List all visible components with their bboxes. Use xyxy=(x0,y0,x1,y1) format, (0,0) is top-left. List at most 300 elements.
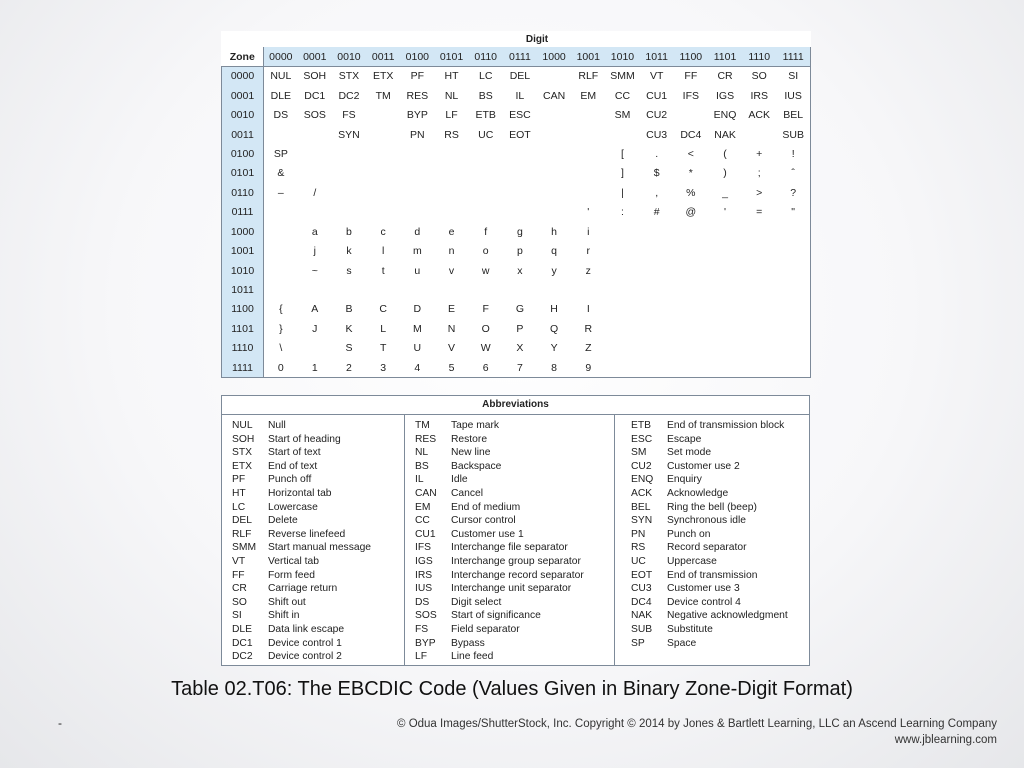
code-cell: DLE xyxy=(270,89,292,102)
digit-header-cell: 0010 xyxy=(332,47,366,67)
code-cell xyxy=(708,319,742,338)
code-cell xyxy=(776,261,810,280)
code-cell xyxy=(537,183,571,202)
code-cell: CR xyxy=(717,70,733,83)
abbreviation-description: End of text xyxy=(268,460,318,472)
code-cell xyxy=(742,241,776,260)
code-cell: BEL xyxy=(776,105,810,124)
abbreviation-description: Lowercase xyxy=(268,501,318,513)
code-cell: P xyxy=(516,322,524,335)
code-cell: ! xyxy=(776,144,810,163)
abbreviation-code: ETB xyxy=(631,420,652,431)
code-cell: x xyxy=(517,264,523,277)
table-row xyxy=(222,125,811,144)
table-row xyxy=(222,339,811,358)
code-cell xyxy=(776,339,810,358)
code-cell: SP xyxy=(273,147,288,160)
abbreviation-description: Backspace xyxy=(451,460,502,472)
code-cell: ( xyxy=(723,147,727,160)
abbreviation-row xyxy=(415,650,614,664)
code-cell xyxy=(298,339,332,358)
code-cell xyxy=(332,183,366,202)
ebcdic-table-body xyxy=(222,67,811,378)
code-cell: D xyxy=(413,303,422,316)
code-cell: n xyxy=(448,245,455,258)
code-cell xyxy=(674,241,708,260)
abbreviation-description: Customer use 2 xyxy=(667,460,740,472)
code-cell: ) xyxy=(723,167,727,180)
code-cell: ETX xyxy=(372,70,394,83)
slide-dash: - xyxy=(58,716,62,730)
abbreviation-code: RLF xyxy=(232,528,252,540)
zone-header-cell: 1010 xyxy=(222,261,264,280)
code-cell xyxy=(742,319,776,338)
code-cell xyxy=(400,164,434,183)
code-cell: \ xyxy=(279,342,283,355)
abbreviation-row xyxy=(631,473,809,487)
abbreviation-code: NAK xyxy=(631,610,653,622)
code-cell: FF xyxy=(684,70,698,83)
code-cell: CC xyxy=(614,89,631,102)
code-cell xyxy=(776,222,810,241)
abbreviation-code: HT xyxy=(232,487,246,499)
table-row xyxy=(222,164,811,183)
abbreviation-description: Set mode xyxy=(667,447,712,459)
code-cell xyxy=(366,164,400,183)
code-cell: N xyxy=(447,322,456,335)
abbreviation-description: Escape xyxy=(667,433,702,445)
code-cell: L xyxy=(380,322,387,335)
abbreviation-code: CU1 xyxy=(415,528,436,540)
abbreviation-row xyxy=(631,623,809,637)
abbreviation-row xyxy=(631,514,809,528)
code-cell: w xyxy=(481,264,490,277)
abbreviation-description: Carriage return xyxy=(268,583,338,595)
abbreviation-description: Cancel xyxy=(451,487,484,499)
abbreviation-row xyxy=(631,541,809,555)
code-cell xyxy=(605,222,639,241)
abbreviation-row xyxy=(415,501,614,515)
abbreviation-code: PN xyxy=(631,528,646,540)
code-cell: IGS xyxy=(715,89,735,102)
code-cell: SUB xyxy=(776,125,810,144)
code-cell: A xyxy=(311,303,319,316)
code-cell: RLF xyxy=(578,70,599,83)
table-row xyxy=(222,203,811,222)
abbreviation-row xyxy=(232,609,404,623)
code-cell xyxy=(742,125,776,144)
code-cell xyxy=(571,164,605,183)
code-cell xyxy=(742,280,776,299)
code-cell xyxy=(332,203,366,222)
abbreviation-code: IFS xyxy=(415,542,432,554)
code-cell xyxy=(708,280,742,299)
code-cell xyxy=(400,144,434,163)
code-cell xyxy=(708,300,742,319)
abbreviations-columns xyxy=(222,415,809,666)
abbreviation-description: Tape mark xyxy=(451,420,500,431)
code-cell: DC1 xyxy=(304,89,326,102)
code-cell xyxy=(674,280,708,299)
digit-header-cell: 1001 xyxy=(571,47,605,67)
code-cell: * xyxy=(688,167,693,180)
abbreviation-code: BS xyxy=(415,460,429,472)
code-cell xyxy=(332,164,366,183)
abbreviation-description: Start manual message xyxy=(268,542,372,554)
abbreviation-code: ACK xyxy=(631,487,653,499)
code-cell xyxy=(708,339,742,358)
abbreviation-row xyxy=(232,528,404,542)
code-cell: UC xyxy=(478,128,494,141)
code-cell: c xyxy=(380,225,386,238)
abbreviation-description: Shift in xyxy=(268,610,300,622)
table-row xyxy=(222,144,811,163)
code-cell xyxy=(400,203,434,222)
code-cell: RS xyxy=(444,128,459,141)
abbreviation-row xyxy=(415,473,614,487)
abbreviation-code: ESC xyxy=(631,433,653,445)
zone-header-cell: 1011 xyxy=(222,280,264,299)
code-cell xyxy=(298,280,332,299)
abbreviation-description: Synchronous idle xyxy=(667,515,746,527)
code-cell xyxy=(298,203,332,222)
code-cell xyxy=(366,125,400,144)
abbreviation-row xyxy=(631,582,809,596)
abbreviation-code: DC2 xyxy=(232,651,253,663)
code-cell: [ xyxy=(621,147,624,160)
digit-header-cell: 0011 xyxy=(366,47,400,67)
table-row xyxy=(222,222,811,241)
code-cell xyxy=(264,125,298,144)
table-row xyxy=(222,105,811,124)
abbreviation-row xyxy=(415,596,614,610)
copyright-text: © Odua Images/ShutterStock, Inc. Copyright © 2014 by Jones & Bartlett Learning, LLC an Ascend Learning Company xyxy=(397,718,997,730)
zone-header-cell: 0111 xyxy=(222,203,264,222)
code-cell: i xyxy=(587,225,590,238)
abbreviation-description: Digit select xyxy=(451,596,502,608)
code-cell xyxy=(537,105,571,124)
abbreviation-row xyxy=(415,528,614,542)
code-cell: SOH xyxy=(303,70,327,83)
code-cell: – xyxy=(277,186,284,199)
abbreviation-row xyxy=(631,501,809,515)
code-cell: CU2 xyxy=(646,109,668,122)
code-cell xyxy=(708,358,742,377)
digit-axis-title: Digit xyxy=(525,33,549,45)
digit-header-cell: 0110 xyxy=(469,47,503,67)
code-cell: SOS xyxy=(303,109,326,122)
code-cell: f xyxy=(484,225,488,238)
abbreviation-code: SOH xyxy=(232,433,255,445)
abbreviation-code: SP xyxy=(631,637,645,649)
abbreviation-description: Punch off xyxy=(268,474,312,486)
code-cell: # xyxy=(653,206,660,219)
code-cell xyxy=(776,300,810,319)
abbreviation-description: Device control 1 xyxy=(268,637,342,649)
code-cell: _ xyxy=(722,186,728,199)
code-cell: PF xyxy=(410,70,425,83)
code-cell: J xyxy=(312,322,318,335)
code-cell xyxy=(332,144,366,163)
code-cell xyxy=(605,319,639,338)
code-cell: 8 xyxy=(537,358,571,377)
code-cell xyxy=(366,144,400,163)
code-cell: E xyxy=(448,303,456,316)
code-cell: H xyxy=(550,303,558,316)
abbreviation-row xyxy=(631,487,809,501)
code-cell xyxy=(640,241,674,260)
abbreviation-row xyxy=(232,650,404,664)
code-cell: DC2 xyxy=(338,89,360,102)
code-cell: m xyxy=(412,245,422,258)
code-cell xyxy=(469,164,503,183)
code-cell xyxy=(776,280,810,299)
code-cell xyxy=(776,241,810,260)
zone-header-cell: 1001 xyxy=(222,241,264,260)
code-cell: % xyxy=(686,186,696,199)
abbreviations-column-1 xyxy=(222,415,405,666)
abbreviation-description: Negative acknowledgment xyxy=(667,610,788,622)
code-cell xyxy=(264,280,298,299)
code-cell: " xyxy=(776,203,810,222)
abbreviation-row xyxy=(232,569,404,583)
code-cell: SO xyxy=(751,70,767,83)
code-cell xyxy=(434,183,468,202)
code-cell: F xyxy=(482,303,489,316)
abbreviation-description: New line xyxy=(451,447,491,459)
abbreviation-description: End of medium xyxy=(451,501,521,513)
abbreviation-code: CC xyxy=(415,515,430,527)
code-cell: = xyxy=(756,206,763,219)
code-cell: R xyxy=(584,322,593,335)
abbreviation-description: Enquiry xyxy=(667,474,702,486)
code-cell: DC4 xyxy=(680,128,702,141)
code-cell: 1 xyxy=(298,358,332,377)
table-row xyxy=(222,280,811,299)
code-cell: 7 xyxy=(503,358,537,377)
code-cell xyxy=(537,203,571,222)
code-cell xyxy=(571,125,605,144)
abbreviation-code: CU3 xyxy=(631,583,652,595)
abbreviation-code: BEL xyxy=(631,501,651,513)
zone-header-cell: 1100 xyxy=(222,300,264,319)
zone-header-cell: 0101 xyxy=(222,164,264,183)
abbreviation-row xyxy=(232,555,404,569)
code-cell xyxy=(400,183,434,202)
abbreviation-row xyxy=(232,596,404,610)
abbreviation-row xyxy=(415,623,614,637)
code-cell: 4 xyxy=(400,358,434,377)
code-cell: j xyxy=(313,245,316,258)
abbreviation-code: DS xyxy=(415,596,430,608)
abbreviation-code: SI xyxy=(232,610,242,622)
code-cell: ~ xyxy=(311,264,318,277)
code-cell: 3 xyxy=(366,358,400,377)
code-cell: IRS xyxy=(750,89,768,102)
code-cell: NL xyxy=(444,89,459,102)
abbreviation-row xyxy=(631,460,809,474)
zone-header-cell: 0011 xyxy=(222,125,264,144)
abbreviation-row xyxy=(415,460,614,474)
code-cell xyxy=(469,203,503,222)
code-cell: ACK xyxy=(748,109,771,122)
abbreviation-code: VT xyxy=(232,555,246,567)
code-cell: Q xyxy=(550,322,559,335)
abbreviation-description: Punch on xyxy=(667,528,711,540)
code-cell: ; xyxy=(757,167,761,180)
code-cell: ] xyxy=(621,167,624,180)
abbreviation-code: NL xyxy=(415,447,429,459)
abbreviation-description: Vertical tab xyxy=(268,555,319,567)
abbreviation-row xyxy=(232,637,404,651)
code-cell: V xyxy=(448,342,456,355)
abbreviation-description: Ring the bell (beep) xyxy=(667,501,757,513)
code-cell: r xyxy=(586,245,591,258)
abbreviation-description: Space xyxy=(667,637,697,649)
abbreviation-row xyxy=(631,609,809,623)
abbreviation-description: Start of heading xyxy=(268,433,341,445)
abbreviation-row xyxy=(415,609,614,623)
code-cell: p xyxy=(516,245,523,258)
code-cell: ' xyxy=(587,206,590,219)
abbreviation-code: UC xyxy=(631,555,646,567)
code-cell xyxy=(537,280,571,299)
code-cell xyxy=(776,358,810,377)
code-cell xyxy=(537,164,571,183)
code-cell xyxy=(708,241,742,260)
code-cell xyxy=(742,261,776,280)
code-cell xyxy=(674,300,708,319)
code-cell xyxy=(503,144,537,163)
code-cell xyxy=(571,183,605,202)
code-cell: ESC xyxy=(509,109,531,122)
abbreviation-description: Interchange record separator xyxy=(451,569,584,581)
abbreviations-panel xyxy=(221,395,810,666)
abbreviation-code: ETX xyxy=(232,460,253,472)
zone-header-cell: 0010 xyxy=(222,105,264,124)
code-cell: o xyxy=(482,245,489,258)
abbreviation-row xyxy=(415,569,614,583)
code-cell: O xyxy=(481,322,490,335)
abbreviation-code: SM xyxy=(631,447,647,459)
abbreviation-description: Cursor control xyxy=(451,515,516,527)
code-cell xyxy=(503,280,537,299)
abbreviation-code: SOS xyxy=(415,610,437,622)
abbreviation-code: EM xyxy=(415,501,431,513)
abbreviation-code: FS xyxy=(415,623,429,635)
abbreviation-description: Line feed xyxy=(451,651,494,663)
code-cell xyxy=(605,358,639,377)
code-cell: B xyxy=(345,303,353,316)
abbreviation-row xyxy=(232,446,404,460)
code-cell: | xyxy=(621,186,624,199)
code-cell: q xyxy=(551,245,558,258)
ebcdic-table xyxy=(221,31,811,378)
code-cell xyxy=(640,358,674,377)
abbreviation-row xyxy=(631,528,809,542)
code-cell xyxy=(674,222,708,241)
abbreviation-description: Start of text xyxy=(268,447,321,459)
abbreviation-row xyxy=(232,501,404,515)
abbreviation-description: Acknowledge xyxy=(667,487,729,499)
code-cell xyxy=(264,261,298,280)
code-cell: , xyxy=(655,186,659,199)
abbreviation-code: IGS xyxy=(415,555,433,567)
code-cell: TM xyxy=(375,89,391,102)
code-cell: b xyxy=(346,225,352,238)
code-cell xyxy=(674,339,708,358)
code-cell: ' xyxy=(724,206,727,219)
abbreviation-description: Null xyxy=(268,420,286,431)
abbreviation-description: Customer use 3 xyxy=(667,583,740,595)
code-cell: v xyxy=(448,264,455,277)
code-cell: NUL xyxy=(270,70,292,83)
abbreviation-row xyxy=(232,623,404,637)
abbreviations-column-3 xyxy=(615,415,809,666)
code-cell: T xyxy=(379,342,387,355)
abbreviation-row xyxy=(232,514,404,528)
code-cell: < xyxy=(687,147,694,160)
code-cell xyxy=(640,261,674,280)
abbreviation-row xyxy=(415,514,614,528)
code-cell: s xyxy=(346,264,352,277)
code-cell xyxy=(366,280,400,299)
abbreviation-row xyxy=(631,446,809,460)
code-cell: @ xyxy=(685,206,697,219)
zone-header-cell: 1000 xyxy=(222,222,264,241)
code-cell: a xyxy=(311,225,318,238)
abbreviation-row xyxy=(232,460,404,474)
digit-header-cell: 1101 xyxy=(708,47,742,67)
abbreviation-code: DC1 xyxy=(232,637,253,649)
code-cell xyxy=(640,280,674,299)
code-cell xyxy=(674,261,708,280)
code-cell: IUS xyxy=(776,86,810,105)
digit-header-cell: 0111 xyxy=(503,47,537,67)
code-cell: DS xyxy=(273,109,289,122)
abbreviation-description: Start of significance xyxy=(451,610,541,622)
code-cell xyxy=(708,222,742,241)
code-cell xyxy=(640,300,674,319)
code-cell: Y xyxy=(550,342,558,355)
code-cell xyxy=(264,241,298,260)
code-cell xyxy=(640,339,674,358)
digit-header-cell: 0000 xyxy=(264,47,298,67)
code-cell: l xyxy=(381,245,385,258)
code-cell: ENQ xyxy=(713,109,737,122)
code-cell xyxy=(434,280,468,299)
code-cell: 5 xyxy=(434,358,468,377)
code-cell xyxy=(742,358,776,377)
abbreviation-row xyxy=(631,596,809,610)
digit-header-row xyxy=(222,47,811,67)
code-cell xyxy=(434,164,468,183)
code-cell xyxy=(674,105,708,124)
code-cell xyxy=(366,203,400,222)
code-cell xyxy=(503,183,537,202)
code-cell xyxy=(571,144,605,163)
table-row xyxy=(222,241,811,260)
code-cell: U xyxy=(413,342,422,355)
code-cell xyxy=(674,358,708,377)
code-cell: SYN xyxy=(338,128,360,141)
abbreviation-description: Customer use 1 xyxy=(451,528,524,540)
digit-header-cell: 1110 xyxy=(742,47,776,67)
code-cell: BS xyxy=(478,89,493,102)
abbreviation-description: Bypass xyxy=(451,637,485,649)
abbreviation-row xyxy=(631,569,809,583)
abbreviation-row xyxy=(232,582,404,596)
